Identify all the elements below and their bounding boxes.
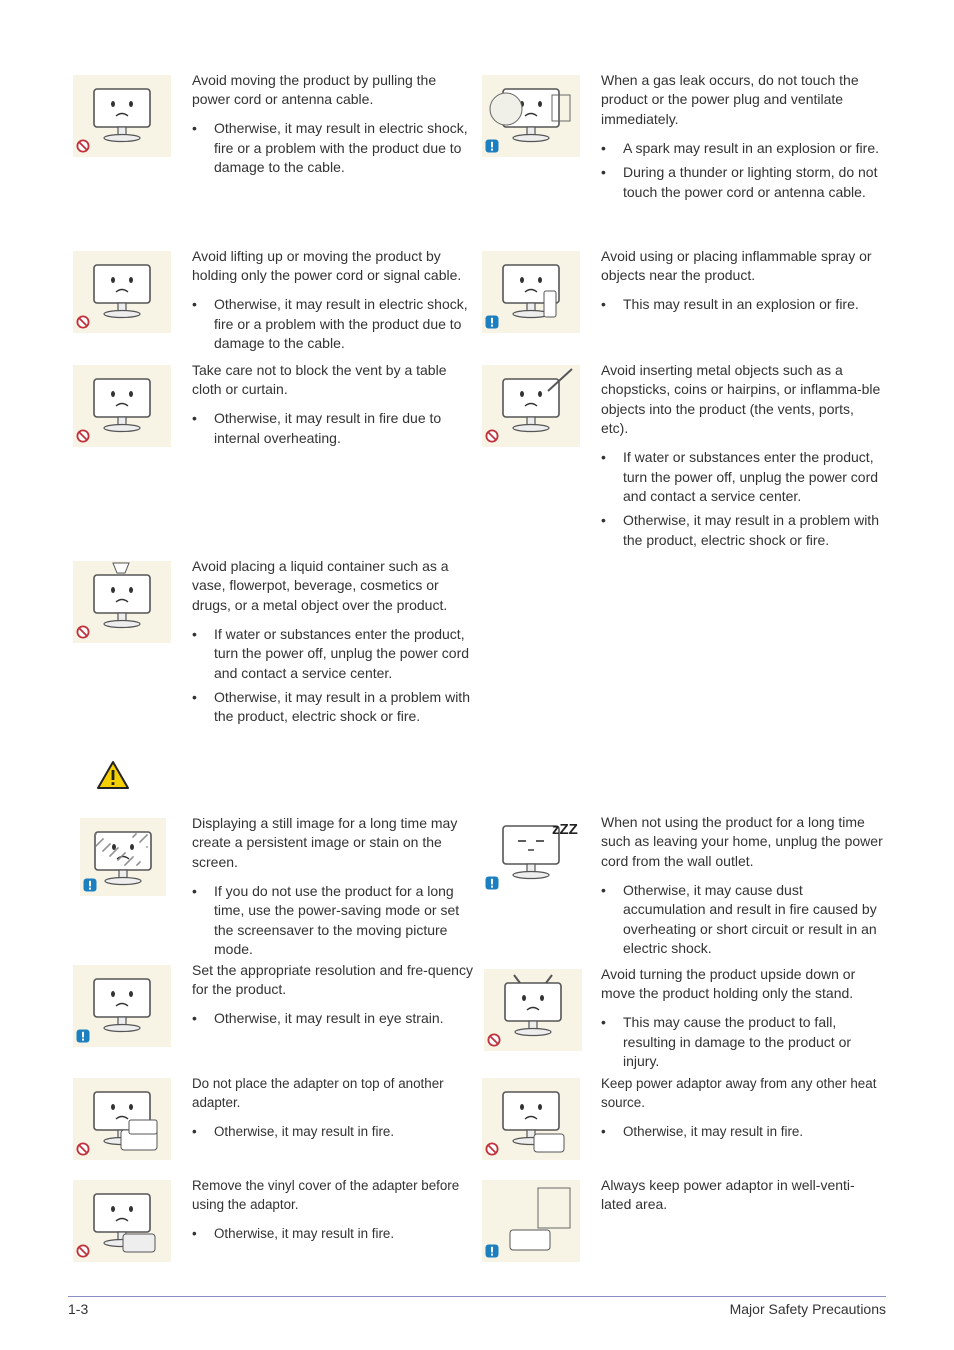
page-number: 1-3 [68,1301,89,1317]
mandatory-icon [83,878,97,892]
item-bullet: • Otherwise, it may result in fire. [192,1224,474,1243]
item-bullet: • During a thunder or lighting storm, do not touch the power cord or antenna cable. [601,163,883,202]
item-text [601,247,883,320]
prohibited-icon [485,429,499,443]
section-title: Major Safety Precautions [729,1301,886,1317]
illustration [80,818,166,896]
item-bullet: • Otherwise, it may result in electric shock, fire or a problem with the product due to damage to the cable. [192,295,474,353]
illustration [482,1180,580,1262]
item-text [192,814,474,964]
prohibited-icon [76,315,90,329]
item-text [601,71,883,207]
item-paragraph: Keep power adaptor away from any other heat source. [601,1076,877,1111]
item-bullet: • Otherwise, it may result in fire. [192,1122,474,1141]
item-text [601,1176,883,1224]
item-paragraph: Avoid turning the product upside down or move the product holding only the stand. [601,966,856,1002]
illustration [482,1078,580,1160]
item-text [601,813,883,963]
item-paragraph: Avoid using or placing inflammable spray or objects near the product. [601,248,872,284]
illustration [73,75,171,157]
illustration [73,1180,171,1262]
item-paragraph: Remove the vinyl cover of the adapter before using the adaptor. [192,1178,460,1213]
prohibited-icon [487,1033,501,1047]
mandatory-icon [76,1029,90,1043]
illustration [482,251,580,333]
item-text [192,247,474,359]
sleep-zzz-label: zZZ [552,821,578,838]
illustration [73,1078,171,1160]
illustration [482,75,580,157]
illustration [73,365,171,447]
item-bullet: • If water or substances enter the product, turn the power off, unplug the power cord and contact a service center. [601,448,883,506]
illustration [73,561,171,643]
item-text [601,965,883,1077]
prohibited-icon [76,139,90,153]
item-bullet: • This may result in an explosion or fire. [601,295,883,314]
item-paragraph: Do not place the adapter on top of another adapter. [192,1076,444,1111]
item-text [192,71,474,183]
illustration [73,251,171,333]
item-text [192,361,474,453]
item-bullet: • If you do not use the product for a long time, use the power-saving mode or set the screensaver to the moving picture mode. [192,882,474,960]
illustration [73,965,171,1047]
mandatory-icon [485,876,499,890]
item-bullet: • Otherwise, it may result in fire. [601,1122,883,1141]
item-bullet: • Otherwise, it may result in a problem with the product, electric shock or fire. [601,511,883,550]
mandatory-icon [485,315,499,329]
item-bullet: • This may cause the product to fall, resulting in damage to the product or injury. [601,1013,883,1071]
item-bullet: • Otherwise, it may result in a problem with the product, electric shock or fire. [192,688,474,727]
item-bullet: • A spark may result in an explosion or fire. [601,139,883,158]
item-paragraph: Displaying a still image for a long time may create a persistent image or stain on the screen. [192,815,458,870]
footer-rule [68,1296,886,1297]
item-text [192,1074,474,1147]
mandatory-icon [485,139,499,153]
item-paragraph: Avoid inserting metal objects such as a chopsticks, coins or hairpins, or inflamma-ble objects into the product (the vents, ports, etc). [601,362,881,437]
item-bullet: • Otherwise, it may cause dust accumulation and result in fire caused by overheating or short circuit or result in an electric shock. [601,881,883,959]
item-paragraph: Set the appropriate resolution and fre-quency for the product. [192,962,473,998]
item-text [192,557,474,732]
prohibited-icon [485,1142,499,1156]
item-bullet: • Otherwise, it may result in fire due to internal overheating. [192,409,474,448]
illustration [482,812,580,894]
prohibited-icon [76,625,90,639]
item-bullet: • If water or substances enter the product, turn the power off, unplug the power cord and contact a service center. [192,625,474,683]
item-paragraph: When a gas leak occurs, do not touch the product or the power plug and ventilate immediately. [601,72,859,127]
item-paragraph: Take care not to block the vent by a table cloth or curtain. [192,362,447,398]
item-text [601,1074,883,1147]
item-paragraph: Avoid placing a liquid container such as a vase, flowerpot, beverage, cosmetics or drugs, or a metal object over the product. [192,558,449,613]
illustration [484,969,582,1051]
item-text [192,1176,474,1249]
illustration [482,365,580,447]
item-paragraph: Always keep power adaptor in well-venti-lated area. [601,1177,855,1213]
caution-icon [96,760,130,790]
item-paragraph: Avoid moving the product by pulling the power cord or antenna cable. [192,72,437,108]
item-text [192,961,474,1034]
item-text [601,361,883,555]
item-paragraph: Avoid lifting up or moving the product by holding only the power cord or signal cable. [192,248,462,284]
prohibited-icon [76,1142,90,1156]
prohibited-icon [76,1244,90,1258]
item-paragraph: When not using the product for a long time such as leaving your home, unplug the power cord from the wall outlet. [601,814,883,869]
item-bullet: • Otherwise, it may result in eye strain. [192,1009,474,1028]
prohibited-icon [76,429,90,443]
item-bullet: • Otherwise, it may result in electric shock, fire or a problem with the product due to damage to the cable. [192,119,474,177]
mandatory-icon [485,1244,499,1258]
